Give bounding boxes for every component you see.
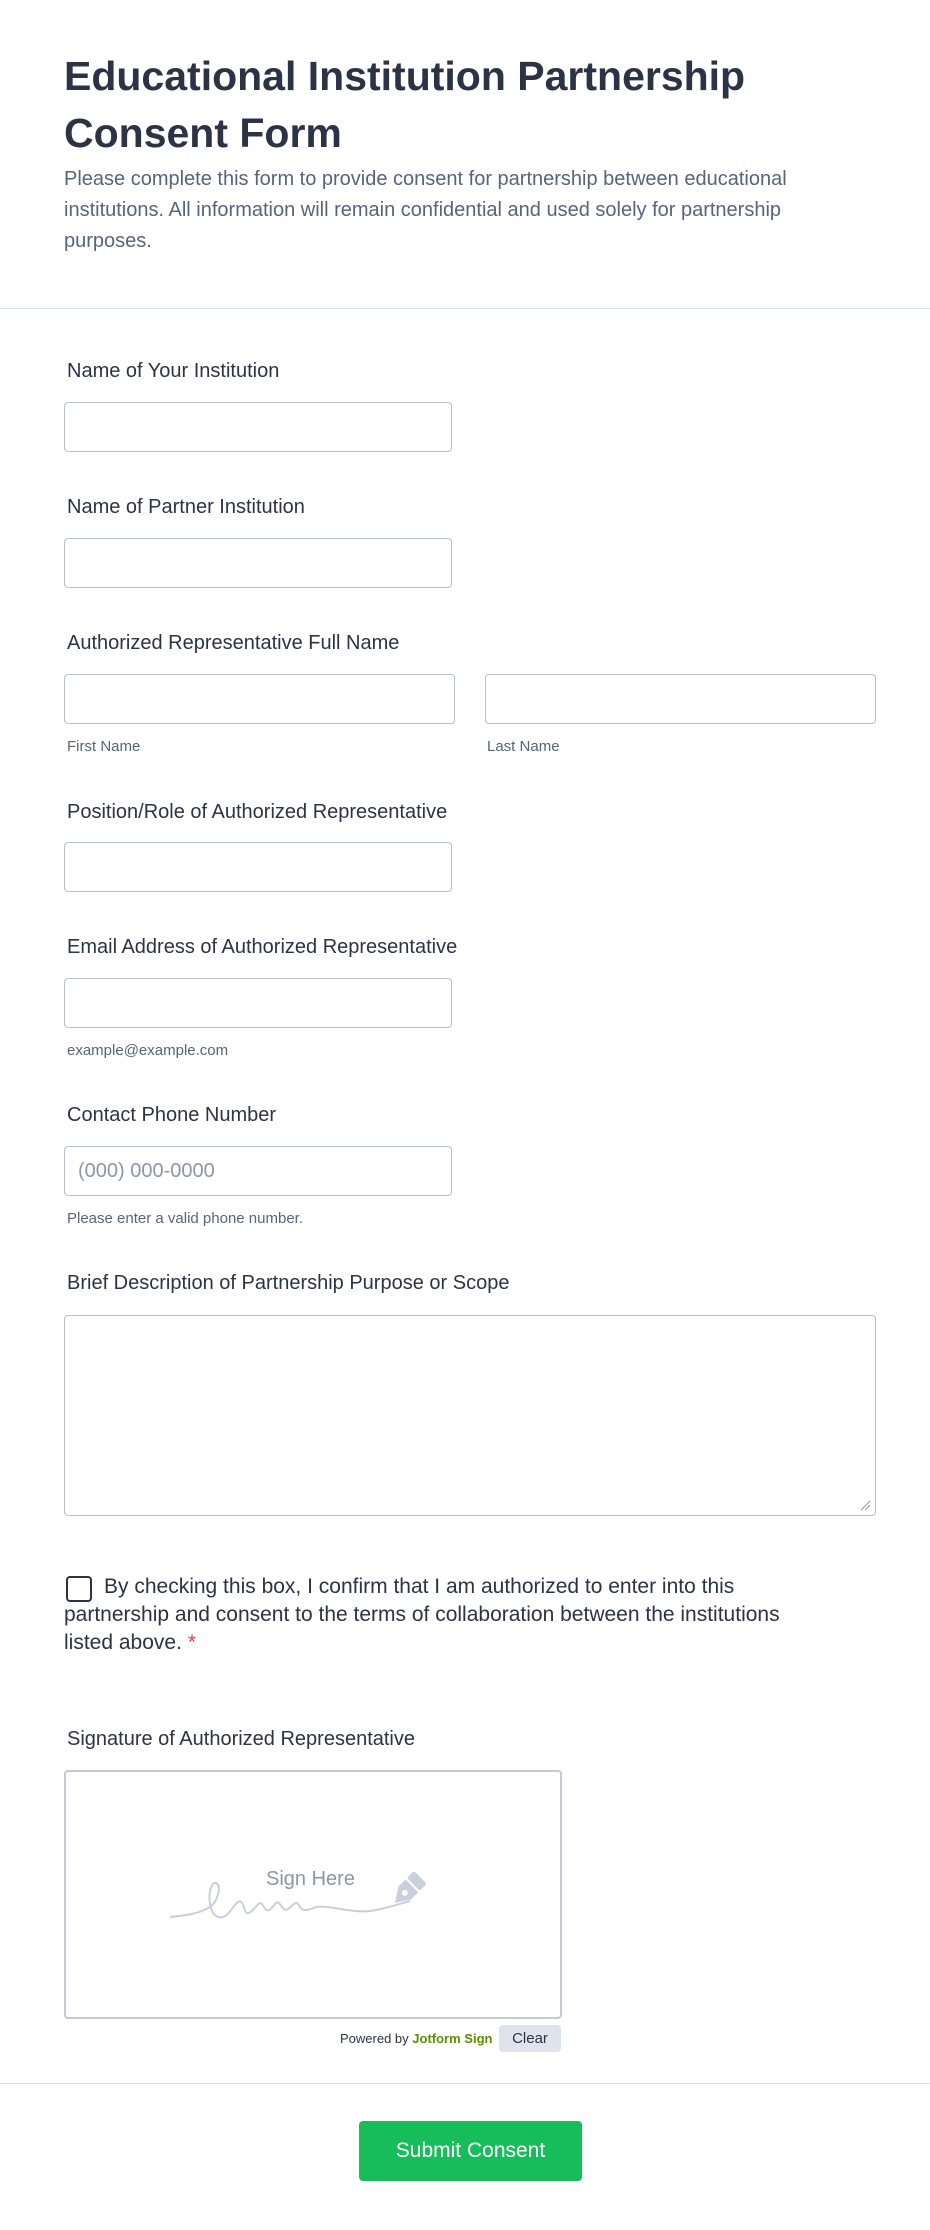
description-textarea[interactable] (64, 1315, 876, 1516)
form-title: Educational Institution Partnership Consent Form (64, 53, 746, 156)
footer-divider (0, 2083, 930, 2084)
partner-label: Name of Partner Institution (67, 496, 305, 518)
submit-button[interactable]: Submit Consent (359, 2121, 582, 2181)
institution-input[interactable] (64, 402, 452, 452)
rep-name-label: Authorized Representative Full Name (67, 632, 400, 654)
email-label: Email Address of Authorized Representative (67, 936, 458, 958)
consent-label: By checking this box, I confirm that I am authorized to enter into this partnership and consent to the terms of collaboration between the institutions listed above. (64, 1575, 780, 1654)
partner-input[interactable] (64, 538, 452, 588)
phone-input[interactable] (64, 1146, 452, 1196)
position-label: Position/Role of Authorized Representative (67, 801, 448, 823)
consent-text (64, 1573, 784, 1657)
signature-label: Signature of Authorized Representative (67, 1728, 415, 1750)
sign-here-hint: Sign Here (266, 1868, 355, 1890)
clear-signature-button[interactable]: Clear (499, 2025, 561, 2052)
description-label: Brief Description of Partnership Purpose or Scope (67, 1272, 510, 1294)
powered-prefix: Powered by (340, 2031, 409, 2046)
last-name-input[interactable] (485, 674, 876, 724)
phone-label: Contact Phone Number (67, 1104, 277, 1126)
signature-placeholder-icon (170, 1855, 460, 1935)
required-mark: * (187, 1631, 197, 1654)
powered-by-text (340, 2031, 492, 2046)
email-input[interactable] (64, 978, 452, 1028)
first-name-input[interactable] (64, 674, 455, 724)
first-name-sublabel: First Name (67, 738, 141, 755)
position-input[interactable] (64, 842, 452, 892)
phone-sublabel: Please enter a valid phone number. (67, 1210, 303, 1227)
email-sublabel: example@example.com (67, 1042, 229, 1059)
form-description: Please complete this form to provide consent for partnership between educational institutions. All information will remain confidential and used solely for partnership purposes. (64, 168, 787, 252)
last-name-sublabel: Last Name (487, 738, 560, 755)
resize-grip-icon[interactable] (859, 1499, 871, 1511)
institution-label: Name of Your Institution (67, 360, 280, 382)
jotform-sign-link[interactable]: Jotform Sign (412, 2031, 493, 2046)
form-header (0, 0, 930, 309)
